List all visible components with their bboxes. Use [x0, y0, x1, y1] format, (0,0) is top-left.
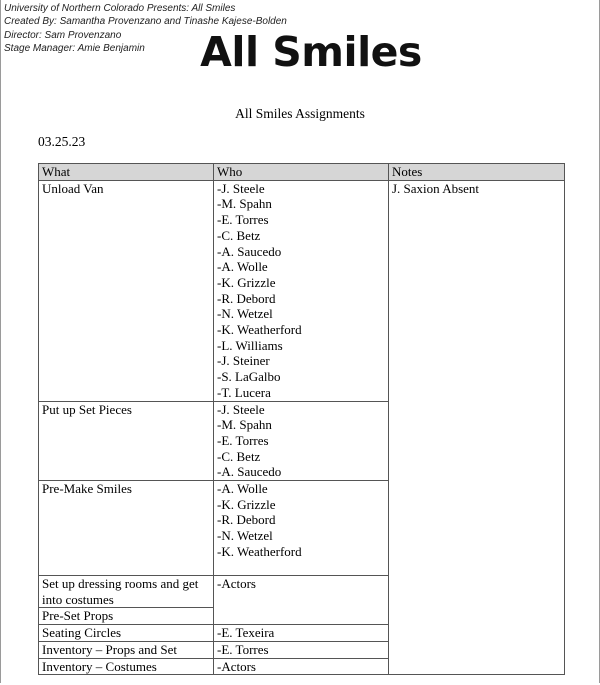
header-line-director: Director: Sam Provenzano — [4, 29, 122, 41]
table-row — [39, 180, 565, 401]
task-cell: Seating Circles — [39, 625, 214, 642]
task-cell: Inventory – Costumes — [39, 658, 214, 675]
assignees-cell: -E. Texeira — [214, 625, 389, 642]
header-line-presents: University of Northern Colorado Presents: All Smiles — [4, 3, 236, 14]
assignees-cell: -J. Steele -M. Spahn -E. Torres -C. Betz -A. Saucedo — [214, 401, 389, 481]
task-cell: Unload Van — [39, 180, 214, 401]
assignees-cell: -A. Wolle -K. Grizzle -R. Debord -N. Wetzel -K. Weatherford — [214, 481, 389, 576]
assignees-cell: -Actors — [214, 576, 389, 625]
header-line-stage-manager: Stage Manager: Amie Benjamin — [4, 43, 145, 55]
table-header-row — [39, 164, 565, 181]
task-cell: Inventory – Props and Set — [39, 641, 214, 658]
task-cell: Pre-Set Props — [39, 608, 214, 625]
document-title: All Smiles Assignments — [235, 106, 365, 121]
task-cell: Pre-Make Smiles — [39, 481, 214, 576]
assignments-table — [38, 163, 565, 675]
notes-cell: J. Saxion Absent — [389, 180, 565, 675]
task-cell: Set up dressing rooms and get into costumes — [39, 576, 214, 608]
assignees-cell: -E. Torres — [214, 641, 389, 658]
header-line-created-by: Created By: Samantha Provenzano and Tinashe Kajese-Bolden — [4, 16, 287, 28]
show-logo: All Smiles — [200, 28, 422, 76]
column-header-notes: Notes — [389, 164, 565, 181]
column-header-who: Who — [214, 164, 389, 181]
assignees-cell: -J. Steele -M. Spahn -E. Torres -C. Betz -A. Saucedo -A. Wolle -K. Grizzle -R. Debord -N. Wetzel -K. Weatherford -L. Williams -J. Steiner -S. LaGalbo -T. Lucera — [214, 180, 389, 401]
task-cell: Put up Set Pieces — [39, 401, 214, 481]
document-date: 03.25.23 — [38, 134, 86, 149]
assignees-cell: -Actors — [214, 658, 389, 675]
column-header-what: What — [39, 164, 214, 181]
